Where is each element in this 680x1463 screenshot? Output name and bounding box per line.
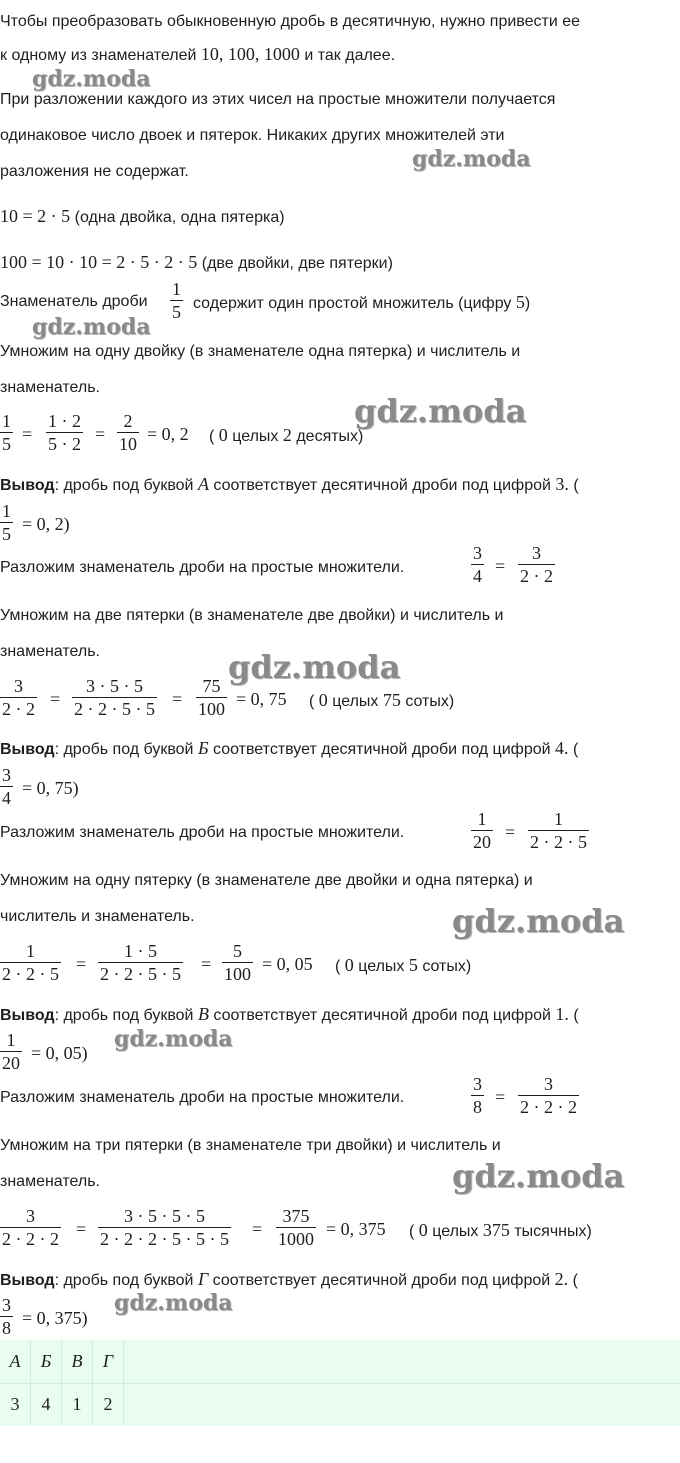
fraction-denominator: 4 — [2, 788, 11, 808]
conclusion-text-a: : дробь под буквой — [54, 741, 194, 758]
fraction-denominator: 5 — [2, 524, 11, 544]
note-word: целых — [358, 958, 405, 975]
equals-sign: = — [252, 1219, 263, 1239]
equals-sign: = — [201, 954, 212, 974]
conclusion-label: Вывод — [0, 477, 55, 494]
fraction-denominator: 2 · 2 · 2 — [2, 1229, 59, 1249]
conclusion-letter: В — [197, 1004, 209, 1024]
conclusion-text-b: соответствует десятичной дроби под цифрой — [213, 741, 551, 758]
decomp-10-text: (одна двойка, одна пятерка) — [74, 209, 285, 226]
fraction-numerator: 2 — [123, 411, 133, 431]
conclusion-digit: 1. — [555, 1004, 569, 1024]
part-a-f1 — [0, 410, 13, 455]
fraction-numerator: 3 · 5 · 5 · 5 — [124, 1206, 205, 1226]
decomp-10-math: 10 = 2 · 5 — [0, 206, 71, 226]
decomp-100 — [0, 252, 393, 274]
part-a-conclusion-tail: = 0, 2) — [22, 514, 70, 534]
part-d-f1 — [0, 1205, 61, 1250]
part-c-result: = 0, 05 — [262, 954, 313, 974]
note-word: целых — [432, 1223, 479, 1240]
decomp-10 — [0, 206, 285, 228]
conclusion-text-a: : дробь под буквой — [54, 477, 194, 494]
intro-line-2-text-b: и так далее. — [304, 47, 396, 64]
watermark: gdz.moda — [412, 146, 531, 172]
fraction-numerator: 5 — [233, 941, 242, 961]
part-d-result: = 0, 375 — [326, 1219, 386, 1239]
part-d-decomp-f1 — [471, 1073, 484, 1118]
fraction-denominator: 1000 — [278, 1229, 314, 1249]
part-c-f1 — [0, 940, 61, 985]
part-b-conclusion — [0, 738, 578, 760]
fraction-denominator: 2 · 2 · 2 — [520, 1097, 577, 1117]
note-word: целых — [332, 693, 379, 710]
fraction-numerator: 1 — [2, 501, 11, 521]
part-b-multiply-line-1: Умножим на две пятерки (в знаменателе две двойки) и числитель и — [0, 607, 504, 624]
fraction-denominator: 2 · 2 · 5 · 5 — [74, 699, 155, 719]
intro-line-5: разложения не содержат. — [0, 163, 189, 180]
fraction-denominator: 10 — [119, 434, 137, 454]
note-digits: 75 — [382, 690, 401, 710]
conclusion-text-b: соответствует десятичной дроби под цифрой — [212, 1272, 551, 1289]
table-header-a: А — [0, 1340, 31, 1383]
part-b-decomp-text: Разложим знаменатель дроби на простые множители. — [0, 559, 405, 576]
decomp-100-math: 100 = 10 · 10 = 2 · 5 · 2 · 5 — [0, 252, 198, 272]
note-unit: сотых) — [422, 958, 472, 975]
note-digits: 2 — [282, 425, 292, 445]
equals-sign: = — [495, 1087, 506, 1107]
conclusion-text-b: соответствует десятичной дроби под цифрой — [213, 477, 551, 494]
conclusion-letter: Б — [197, 738, 209, 758]
fraction-numerator: 1 · 5 — [123, 941, 157, 961]
watermark: gdz.moda — [228, 648, 401, 686]
part-a-multiply-line-1: Умножим на одну двойку (в знаменателе одна пятерка) и числитель и — [0, 343, 521, 360]
conclusion-text-a: : дробь под буквой — [54, 1272, 194, 1289]
fraction-denominator: 100 — [198, 699, 225, 719]
fraction-numerator: 1 — [172, 279, 181, 299]
watermark: gdz.moda — [114, 1290, 233, 1316]
part-d-decomp-f2 — [518, 1073, 579, 1118]
fraction-denominator: 5 — [2, 434, 11, 454]
answer-table — [0, 1340, 680, 1426]
part-d-multiply-line-2: знаменатель. — [0, 1173, 100, 1190]
part-d-note — [409, 1219, 592, 1243]
part-a-intro-text-b-words: содержит один простой множитель (цифру — [193, 295, 512, 312]
conclusion-open: ( — [572, 1272, 578, 1289]
note-open: ( — [409, 1223, 415, 1240]
decomp-100-text: (две двойки, две пятерки) — [201, 255, 393, 272]
watermark: gdz.moda — [452, 902, 625, 940]
part-a-multiply-line-2: знаменатель. — [0, 379, 100, 396]
fraction-numerator: 1 — [26, 941, 35, 961]
watermark: gdz.moda — [32, 66, 151, 92]
part-a-intro-text-b — [193, 291, 530, 315]
table-header-g: Г — [93, 1340, 124, 1383]
part-c-note — [335, 954, 471, 978]
note-word: целых — [232, 428, 279, 445]
part-b-result: = 0, 75 — [236, 689, 287, 709]
fraction-numerator: 3 — [2, 1295, 11, 1315]
part-c-decomp-f1 — [471, 808, 493, 853]
part-c-f3 — [222, 940, 253, 985]
part-c-multiply-line-1: Умножим на одну пятерку (в знаменателе две двойки и одна пятерка) и — [0, 872, 533, 889]
fraction-denominator: 20 — [473, 832, 491, 852]
fraction-numerator: 1 — [477, 809, 487, 829]
fraction-denominator: 2 · 2 · 5 — [2, 964, 59, 984]
fraction-denominator: 2 · 2 — [2, 699, 35, 719]
part-a-intro-digit: 5 — [515, 292, 525, 312]
fraction-numerator: 3 — [473, 543, 482, 563]
intro-line-4: одинаковое число двоек и пятерок. Никаких других множителей эти — [0, 127, 505, 144]
watermark: gdz.moda — [452, 1157, 625, 1195]
fraction-numerator: 3 — [14, 676, 23, 696]
note-digits: 5 — [408, 955, 418, 975]
fraction-numerator: 3 — [544, 1074, 553, 1094]
table-header-v: В — [62, 1340, 93, 1383]
part-a-f2 — [46, 410, 83, 455]
intro-line-1: Чтобы преобразовать обыкновенную дробь в десятичную, нужно привести ее — [0, 13, 580, 30]
intro-line-3: При разложении каждого из этих чисел на простые множители получается — [0, 91, 556, 108]
part-b-conclusion-fraction — [0, 764, 13, 809]
part-a-intro-fraction — [170, 278, 183, 323]
fraction-numerator: 1 · 2 — [48, 411, 81, 431]
note-open: ( — [209, 428, 215, 445]
intro-line-2 — [0, 44, 395, 66]
part-b-multiply-line-2: знаменатель. — [0, 643, 100, 660]
part-c-decomp-f2 — [528, 808, 589, 853]
fraction-numerator: 3 — [473, 1074, 482, 1094]
equals-sign: = — [495, 556, 506, 576]
fraction-denominator: 2 · 2 — [520, 566, 553, 586]
fraction-numerator: 3 · 5 · 5 — [85, 676, 143, 696]
fraction-numerator: 1 — [6, 1030, 16, 1050]
conclusion-open: ( — [573, 477, 579, 494]
part-d-f3 — [276, 1205, 316, 1250]
fraction-denominator: 100 — [224, 964, 251, 984]
part-c-conclusion-fraction — [0, 1029, 22, 1074]
part-a-conclusion-fraction — [0, 500, 13, 545]
intro-line-2-text-a: к одному из знаменателей — [0, 47, 197, 64]
part-c-conclusion-tail: = 0, 05) — [31, 1043, 88, 1063]
part-a-conclusion — [0, 474, 579, 496]
part-b-decomp-f1 — [471, 542, 484, 587]
note-integer: 0 — [418, 1220, 428, 1240]
conclusion-letter: Г — [197, 1269, 209, 1289]
note-integer: 0 — [318, 690, 328, 710]
part-b-f1 — [0, 675, 37, 720]
fraction-numerator: 3 — [532, 543, 541, 563]
watermark: gdz.moda — [114, 1026, 233, 1052]
table-value-a: 3 — [0, 1383, 31, 1426]
note-integer: 0 — [218, 425, 228, 445]
fraction-numerator: 1 — [554, 809, 563, 829]
fraction-numerator: 3 — [26, 1206, 35, 1226]
note-unit: сотых) — [405, 693, 455, 710]
watermark: gdz.moda — [32, 314, 151, 340]
conclusion-digit: 4. — [555, 738, 569, 758]
fraction-denominator: 2 · 2 · 2 · 5 · 5 · 5 — [100, 1229, 229, 1249]
table-value-b: 4 — [31, 1383, 62, 1426]
fraction-denominator: 4 — [473, 566, 482, 586]
part-a-result: = 0, 2 — [147, 424, 189, 444]
fraction-denominator: 5 — [172, 302, 181, 322]
fraction-numerator: 75 — [202, 676, 221, 696]
part-d-multiply-line-1: Умножим на три пятерки (в знаменателе три двойки) и числитель и — [0, 1137, 501, 1154]
conclusion-label: Вывод — [0, 741, 55, 758]
part-a-intro-close: ) — [524, 295, 531, 312]
note-unit: тысячных) — [514, 1223, 592, 1240]
part-d-conclusion-fraction — [0, 1294, 13, 1339]
equals-sign: = — [76, 1219, 87, 1239]
fraction-denominator: 8 — [2, 1318, 11, 1338]
fraction-numerator: 375 — [282, 1206, 310, 1226]
intro-denominators: 10, 100, 1000 — [200, 44, 300, 64]
conclusion-label: Вывод — [0, 1007, 55, 1024]
part-d-conclusion-tail: = 0, 375) — [22, 1308, 88, 1328]
part-b-conclusion-tail: = 0, 75) — [22, 778, 79, 798]
part-d-decomp-text: Разложим знаменатель дроби на простые множители. — [0, 1089, 405, 1106]
conclusion-letter: A — [197, 474, 209, 494]
fraction-denominator: 20 — [2, 1053, 20, 1073]
part-a-note — [209, 424, 363, 448]
conclusion-text-a: : дробь под буквой — [54, 1007, 194, 1024]
part-c-decomp-text: Разложим знаменатель дроби на простые множители. — [0, 824, 405, 841]
part-b-f3 — [196, 675, 227, 720]
part-b-decomp-f2 — [518, 542, 555, 587]
note-open: ( — [335, 958, 341, 975]
conclusion-open: ( — [572, 741, 579, 758]
fraction-denominator: 2 · 2 · 5 · 5 — [100, 964, 181, 984]
note-open: ( — [309, 693, 315, 710]
fraction-numerator: 1 — [2, 411, 11, 431]
part-c-conclusion — [0, 1004, 579, 1026]
part-d-f2 — [98, 1205, 231, 1250]
note-integer: 0 — [344, 955, 354, 975]
fraction-numerator: 3 — [2, 765, 11, 785]
conclusion-digit: 3. — [555, 474, 569, 494]
part-d-conclusion — [0, 1269, 578, 1291]
part-c-f2 — [98, 940, 183, 985]
equals-sign: = — [76, 954, 87, 974]
part-b-note — [309, 689, 454, 713]
part-a-f3 — [117, 410, 139, 455]
conclusion-label: Вывод — [0, 1272, 55, 1289]
equals-sign: = — [505, 822, 516, 842]
equals-sign: = — [172, 689, 183, 709]
part-a-intro-text-a: Знаменатель дроби — [0, 293, 148, 310]
conclusion-text-b: соответствует десятичной дроби под цифрой — [213, 1007, 551, 1024]
fraction-denominator: 8 — [473, 1097, 482, 1117]
table-value-g: 2 — [93, 1383, 124, 1426]
conclusion-digit: 2. — [554, 1269, 569, 1289]
part-c-multiply-line-2: числитель и знаменатель. — [0, 908, 195, 925]
fraction-denominator: 5 · 2 — [48, 434, 81, 454]
fraction-denominator: 2 · 2 · 5 — [530, 832, 587, 852]
note-unit: десятых) — [296, 428, 364, 445]
part-b-f2 — [72, 675, 157, 720]
table-value-v: 1 — [62, 1383, 93, 1426]
equals-sign: = — [50, 689, 61, 709]
note-digits: 375 — [482, 1220, 510, 1240]
conclusion-open: ( — [573, 1007, 579, 1024]
watermark: gdz.moda — [354, 392, 527, 430]
equals-sign: = — [22, 424, 33, 444]
equals-sign: = — [95, 424, 106, 444]
table-header-b: Б — [31, 1340, 62, 1383]
